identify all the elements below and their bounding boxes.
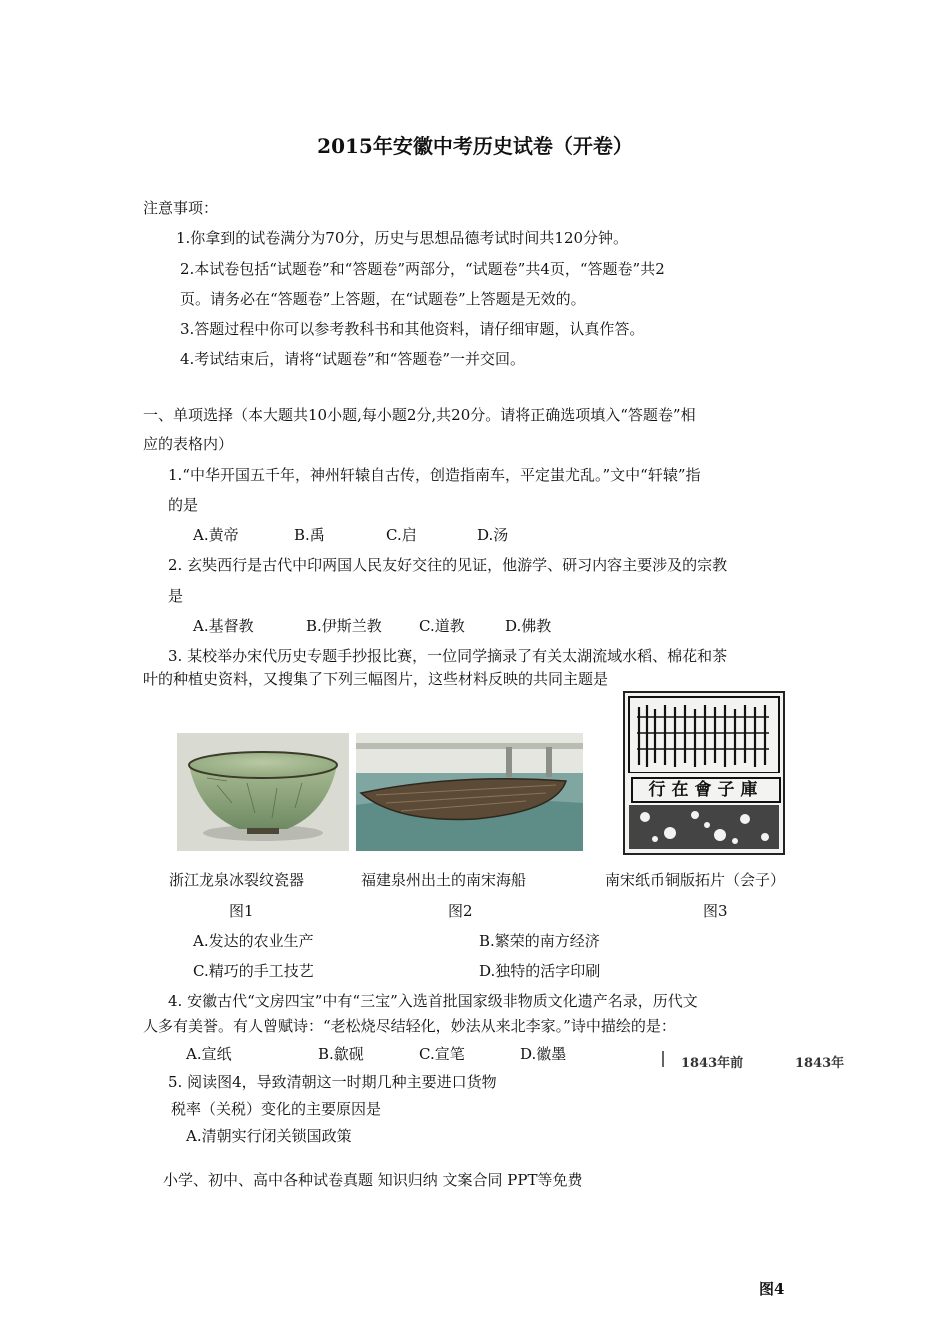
q5-stem: 5. 阅读图4，导致清朝这一时期几种主要进口货物	[168, 1073, 497, 1091]
q4-option-c: C.宣笔	[419, 1045, 465, 1063]
notice-item-4: 4.考试结束后，请将“试题卷”和“答题卷”一并交回。	[180, 350, 525, 368]
figure-4-table-edge	[662, 1051, 674, 1067]
q4-option-a: A.宣纸	[186, 1045, 232, 1063]
q3-stem: 3. 某校举办宋代历史专题手抄报比赛，一位同学摘录了有关太湖流域水稻、棉花和茶	[168, 647, 728, 665]
q1-option-d: D.汤	[477, 526, 509, 544]
q2-stem: 2. 玄奘西行是古代中印两国人民友好交往的见证，他游学、研习内容主要涉及的宗教	[168, 556, 728, 574]
figure-1-caption: 浙江龙泉冰裂纹瓷器	[169, 871, 305, 889]
figure-4-col-before: 1843年前	[681, 1056, 744, 1071]
q4-option-d: D.徽墨	[520, 1045, 567, 1063]
figure-4-label: 图4	[759, 1280, 785, 1298]
figure-1-label: 图1	[229, 902, 254, 920]
q1-option-b: B.禹	[294, 526, 325, 544]
q4-option-b: B.歙砚	[318, 1045, 364, 1063]
figure-3-label: 图3	[703, 902, 728, 920]
section1-heading: 一、单项选择（本大题共10小题,每小题2分,共20分。请将正确选项填入“答题卷”相	[143, 406, 696, 424]
figure-4-col-1843: 1843年	[795, 1056, 845, 1071]
q3-option-b: B.繁荣的南方经济	[479, 932, 600, 950]
q1-option-a: A.黄帝	[193, 526, 239, 544]
q1-stem: 1.“中华开国五千年，神州轩辕自古传，创造指南车，平定蚩尤乱。”文中“轩辕”指	[168, 466, 701, 484]
figure-3-caption: 南宋纸币铜版拓片（会子）	[605, 871, 786, 889]
footer-note: 小学、初中、高中各种试卷真题 知识归纳 文案合同 PPT等免费	[163, 1171, 583, 1189]
q3-option-a: A.发达的农业生产	[193, 932, 314, 950]
figure-2-song-ship	[356, 733, 583, 851]
q1-option-c: C.启	[386, 526, 417, 544]
banknote-inscription: 行在會子庫	[631, 777, 781, 803]
section1-heading-cont: 应的表格内）	[143, 435, 234, 453]
figure-3-banknote-rubbing	[623, 691, 785, 855]
q2-option-a: A.基督教	[193, 617, 254, 635]
q3-option-d: D.独特的活字印刷	[479, 962, 601, 980]
notice-heading: 注意事项：	[143, 199, 219, 217]
q4-stem-cont: 人多有美誉。有人曾赋诗：“老松烧尽结轻化，妙法从来北李家。”诗中描绘的是：	[143, 1017, 676, 1035]
q2-option-c: C.道教	[419, 617, 465, 635]
notice-item-2: 2.本试卷包括“试题卷”和“答题卷”两部分，“试题卷”共4页，“答题卷”共2	[180, 260, 665, 278]
q3-stem-cont: 叶的种植史资料，又搜集了下列三幅图片，这些材料反映的共同主题是	[143, 670, 609, 688]
q5-stem-cont: 税率（关税）变化的主要原因是	[171, 1100, 382, 1118]
q5-option-a: A.清朝实行闭关锁国政策	[186, 1127, 352, 1145]
q2-stem-cont: 是	[168, 587, 184, 605]
figure-2-caption: 福建泉州出土的南宋海船	[361, 871, 527, 889]
notice-item-3: 3.答题过程中你可以参考教科书和其他资料，请仔细审题，认真作答。	[180, 320, 645, 338]
figure-1-celadon-bowl	[177, 733, 349, 851]
q3-option-c: C.精巧的手工技艺	[193, 962, 314, 980]
q4-stem: 4. 安徽古代“文房四宝”中有“三宝”入选首批国家级非物质文化遗产名录，历代文	[168, 992, 698, 1010]
q2-option-b: B.伊斯兰教	[306, 617, 382, 635]
page-title: 2015年安徽中考历史试卷（开卷）	[317, 134, 633, 158]
notice-item-1: 1.你拿到的试卷满分为70分，历史与思想品德考试时间共120分钟。	[176, 229, 629, 247]
q1-stem-cont: 的是	[168, 496, 199, 514]
q2-option-d: D.佛教	[505, 617, 552, 635]
notice-item-2-cont: 页。请务必在“答题卷”上答题，在“试题卷”上答题是无效的。	[180, 290, 586, 308]
figure-2-label: 图2	[448, 902, 473, 920]
